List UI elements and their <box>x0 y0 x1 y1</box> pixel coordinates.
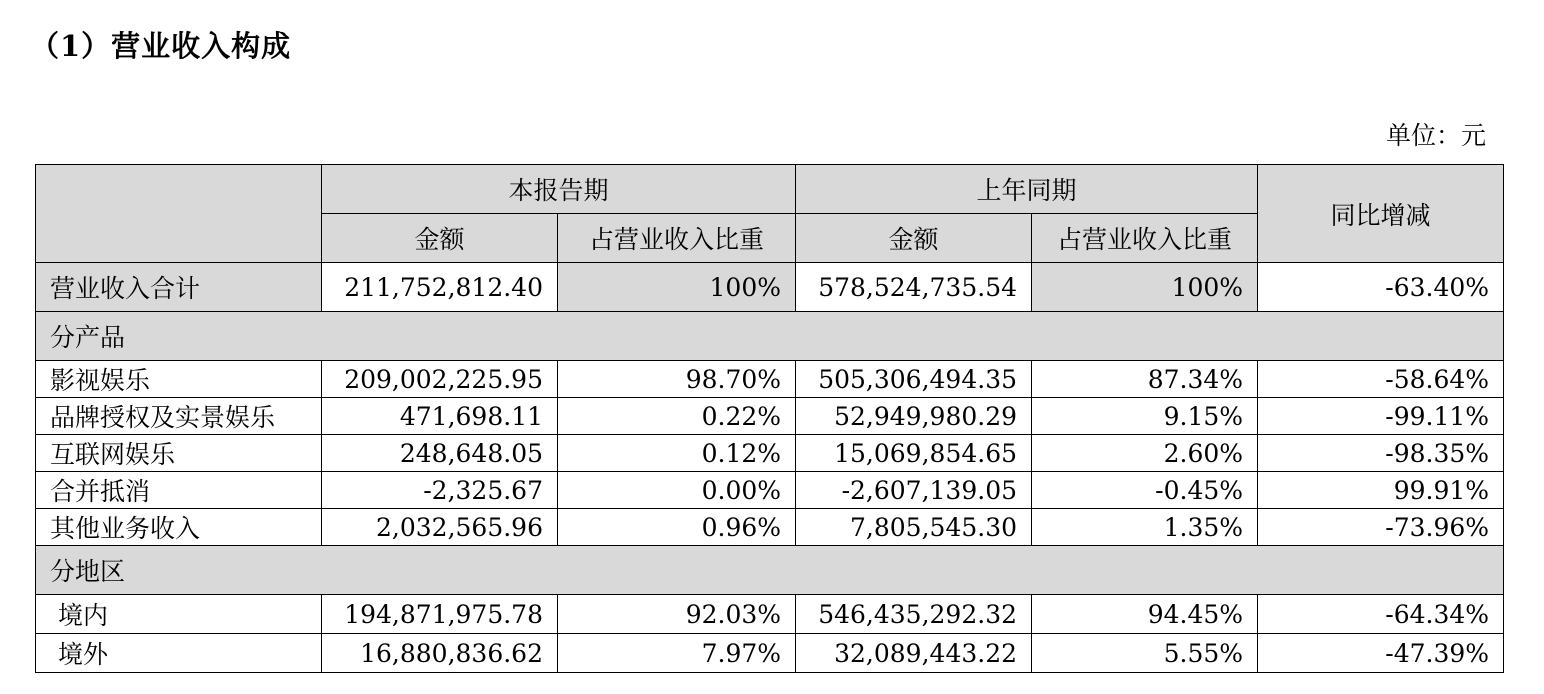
header-prior-period: 上年同期 <box>796 165 1258 214</box>
header-current-period: 本报告期 <box>322 165 796 214</box>
row-prev-share: 2.60% <box>1032 435 1258 472</box>
total-change: -63.40% <box>1258 263 1504 312</box>
total-prev-share: 100% <box>1032 263 1258 312</box>
row-cur-amount: 248,648.05 <box>322 435 558 472</box>
row-cur-share: 0.22% <box>558 398 796 435</box>
row-change: -47.39% <box>1258 634 1504 673</box>
row-change: -98.35% <box>1258 435 1504 472</box>
row-cur-amount: -2,325.67 <box>322 472 558 509</box>
row-change: -99.11% <box>1258 398 1504 435</box>
row-cur-share: 7.97% <box>558 634 796 673</box>
row-label: 互联网娱乐 <box>36 435 322 472</box>
row-cur-amount: 209,002,225.95 <box>322 361 558 398</box>
row-prev-amount: -2,607,139.05 <box>796 472 1032 509</box>
row-cur-share: 0.96% <box>558 509 796 546</box>
header-current-share: 占营业收入比重 <box>558 214 796 263</box>
table-row <box>36 361 1504 398</box>
table-row <box>36 595 1504 634</box>
row-cur-amount: 2,032,565.96 <box>322 509 558 546</box>
row-prev-share: 87.34% <box>1032 361 1258 398</box>
total-prev-amount: 578,524,735.54 <box>796 263 1032 312</box>
table-row <box>36 509 1504 546</box>
row-prev-amount: 52,949,980.29 <box>796 398 1032 435</box>
row-prev-amount: 32,089,443.22 <box>796 634 1032 673</box>
row-cur-amount: 16,880,836.62 <box>322 634 558 673</box>
total-cur-share: 100% <box>558 263 796 312</box>
row-cur-amount: 194,871,975.78 <box>322 595 558 634</box>
row-label: 品牌授权及实景娱乐 <box>36 398 322 435</box>
row-prev-share: 9.15% <box>1032 398 1258 435</box>
row-prev-amount: 546,435,292.32 <box>796 595 1032 634</box>
row-cur-share: 0.12% <box>558 435 796 472</box>
header-current-amount: 金额 <box>322 214 558 263</box>
row-prev-share: 1.35% <box>1032 509 1258 546</box>
row-cur-amount: 471,698.11 <box>322 398 558 435</box>
table-row <box>36 435 1504 472</box>
row-prev-share: 94.45% <box>1032 595 1258 634</box>
header-blank-cell <box>36 165 322 263</box>
group-label-region: 分地区 <box>36 546 1504 595</box>
row-label: 其他业务收入 <box>36 509 322 546</box>
row-prev-amount: 15,069,854.65 <box>796 435 1032 472</box>
group-row-product <box>36 312 1504 361</box>
header-yoy-change: 同比增减 <box>1258 165 1504 263</box>
table-row <box>36 634 1504 673</box>
group-label-product: 分产品 <box>36 312 1504 361</box>
row-label: 境外 <box>36 634 322 673</box>
row-cur-share: 92.03% <box>558 595 796 634</box>
total-row <box>36 263 1504 312</box>
total-cur-amount: 211,752,812.40 <box>322 263 558 312</box>
row-change: -64.34% <box>1258 595 1504 634</box>
section-title: （1）营业收入构成 <box>30 29 292 63</box>
row-prev-amount: 505,306,494.35 <box>796 361 1032 398</box>
row-prev-share: 5.55% <box>1032 634 1258 673</box>
table-row <box>36 398 1504 435</box>
header-prior-amount: 金额 <box>796 214 1032 263</box>
unit-label: 单位：元 <box>1385 121 1486 150</box>
row-prev-amount: 7,805,545.30 <box>796 509 1032 546</box>
row-cur-share: 0.00% <box>558 472 796 509</box>
total-label: 营业收入合计 <box>36 263 322 312</box>
row-label: 影视娱乐 <box>36 361 322 398</box>
row-cur-share: 98.70% <box>558 361 796 398</box>
row-change: -73.96% <box>1258 509 1504 546</box>
row-change: 99.91% <box>1258 472 1504 509</box>
header-row-1 <box>36 165 1504 214</box>
row-label: 合并抵消 <box>36 472 322 509</box>
row-change: -58.64% <box>1258 361 1504 398</box>
revenue-composition-table <box>35 164 1504 673</box>
header-prior-share: 占营业收入比重 <box>1032 214 1258 263</box>
row-label: 境内 <box>36 595 322 634</box>
table-row <box>36 472 1504 509</box>
group-row-region <box>36 546 1504 595</box>
row-prev-share: -0.45% <box>1032 472 1258 509</box>
